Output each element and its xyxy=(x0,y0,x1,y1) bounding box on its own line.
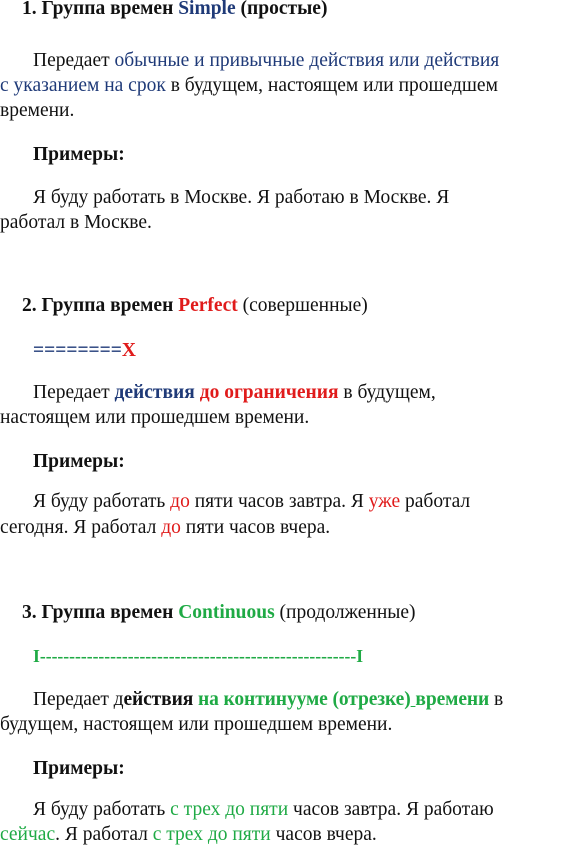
perfect-example-line1 xyxy=(33,490,470,514)
continuous-desc-continuum: на континууме (отрезке) xyxy=(197,689,411,710)
simple-desc-line1 xyxy=(33,49,499,73)
simple-desc-a: Передает xyxy=(33,50,115,71)
continuous-desc-time: времени xyxy=(415,689,490,710)
simple-examples-label: Примеры: xyxy=(33,144,125,165)
continuous-desc-line1 xyxy=(33,688,503,712)
perfect-ex2-highlight: до xyxy=(161,517,181,538)
simple-desc-line2 xyxy=(0,74,498,98)
continuous-desc-a: Передает д xyxy=(33,689,124,710)
perfect-desc-line2: настоящем или прошедшем времени. xyxy=(0,407,310,428)
perfect-ex1-highlight-2: уже xyxy=(368,491,401,512)
perfect-examples-label: Примеры: xyxy=(33,451,125,472)
perfect-ex1-c: пяти часов завтра. Я xyxy=(189,491,369,512)
continuous-heading xyxy=(22,601,416,625)
continuous-heading-name: Continuous xyxy=(178,602,275,623)
simple-heading-num: 1. Группа времен xyxy=(22,0,179,19)
perfect-desc-actions: действия xyxy=(114,382,195,403)
continuous-desc-g: в xyxy=(489,689,504,710)
simple-desc-e: времени. xyxy=(0,100,75,121)
continuous-ex2-b: . Я работал xyxy=(55,824,153,845)
perfect-desc-line1 xyxy=(33,381,436,405)
simple-heading xyxy=(22,0,327,21)
continuous-examples-label: Примеры: xyxy=(33,758,125,779)
simple-desc-highlight-2: с указанием на срок xyxy=(0,75,166,96)
simple-desc-line3 xyxy=(0,99,74,123)
perfect-ex1-a: Я буду работать xyxy=(33,491,171,512)
perfect-example-line2 xyxy=(0,516,330,540)
perfect-ex1-e: работал xyxy=(400,491,471,512)
continuous-ex2-highlight-1: сейчас xyxy=(0,824,56,845)
perfect-desc-e: в будущем, xyxy=(338,382,436,403)
continuous-ex1-a: Я буду работать xyxy=(33,799,171,820)
perfect-heading-tail: (совершенные) xyxy=(237,295,368,316)
simple-heading-name: Simple xyxy=(178,0,236,19)
perfect-timeline-end: X xyxy=(121,340,136,361)
simple-heading-tail: (простые) xyxy=(235,0,328,19)
continuous-example-line2 xyxy=(0,823,377,847)
simple-example-line2: работал в Москве. xyxy=(0,212,152,233)
continuous-ex2-d: часов вчера. xyxy=(270,824,377,845)
continuous-ex2-highlight-2: с трех до пяти xyxy=(152,824,271,845)
perfect-ex1-highlight-1: до xyxy=(170,491,190,512)
simple-desc-highlight-1: обычные и привычные действия или действия xyxy=(114,50,500,71)
continuous-ex1-c: часов завтра. Я работаю xyxy=(288,799,494,820)
simple-example-line1: Я буду работать в Москве. Я работаю в Москве. Я xyxy=(33,187,450,208)
continuous-ex1-highlight: с трех до пяти xyxy=(170,799,289,820)
continuous-timeline: I------------------------------------------------------I xyxy=(33,646,364,666)
perfect-desc-limit: до ограничения xyxy=(199,382,339,403)
perfect-timeline xyxy=(33,339,136,363)
simple-desc-d: в будущем, настоящем или прошедшем xyxy=(165,75,498,96)
continuous-heading-tail: (продолженные) xyxy=(274,602,416,623)
perfect-desc-a: Передает xyxy=(33,382,115,403)
continuous-desc-line2: будущем, настоящем или прошедшем времени. xyxy=(0,714,393,735)
perfect-heading xyxy=(22,294,368,318)
continuous-heading-num: 3. Группа времен xyxy=(22,602,179,623)
perfect-heading-name: Perfect xyxy=(178,295,238,316)
continuous-example-line1 xyxy=(33,798,494,822)
perfect-ex2-c: пяти часов вчера. xyxy=(180,517,331,538)
perfect-timeline-line: ======== xyxy=(33,340,122,361)
perfect-heading-num: 2. Группа времен xyxy=(22,295,179,316)
perfect-ex2-a: сегодня. Я работал xyxy=(0,517,162,538)
continuous-desc-actions: ействия xyxy=(123,689,194,710)
